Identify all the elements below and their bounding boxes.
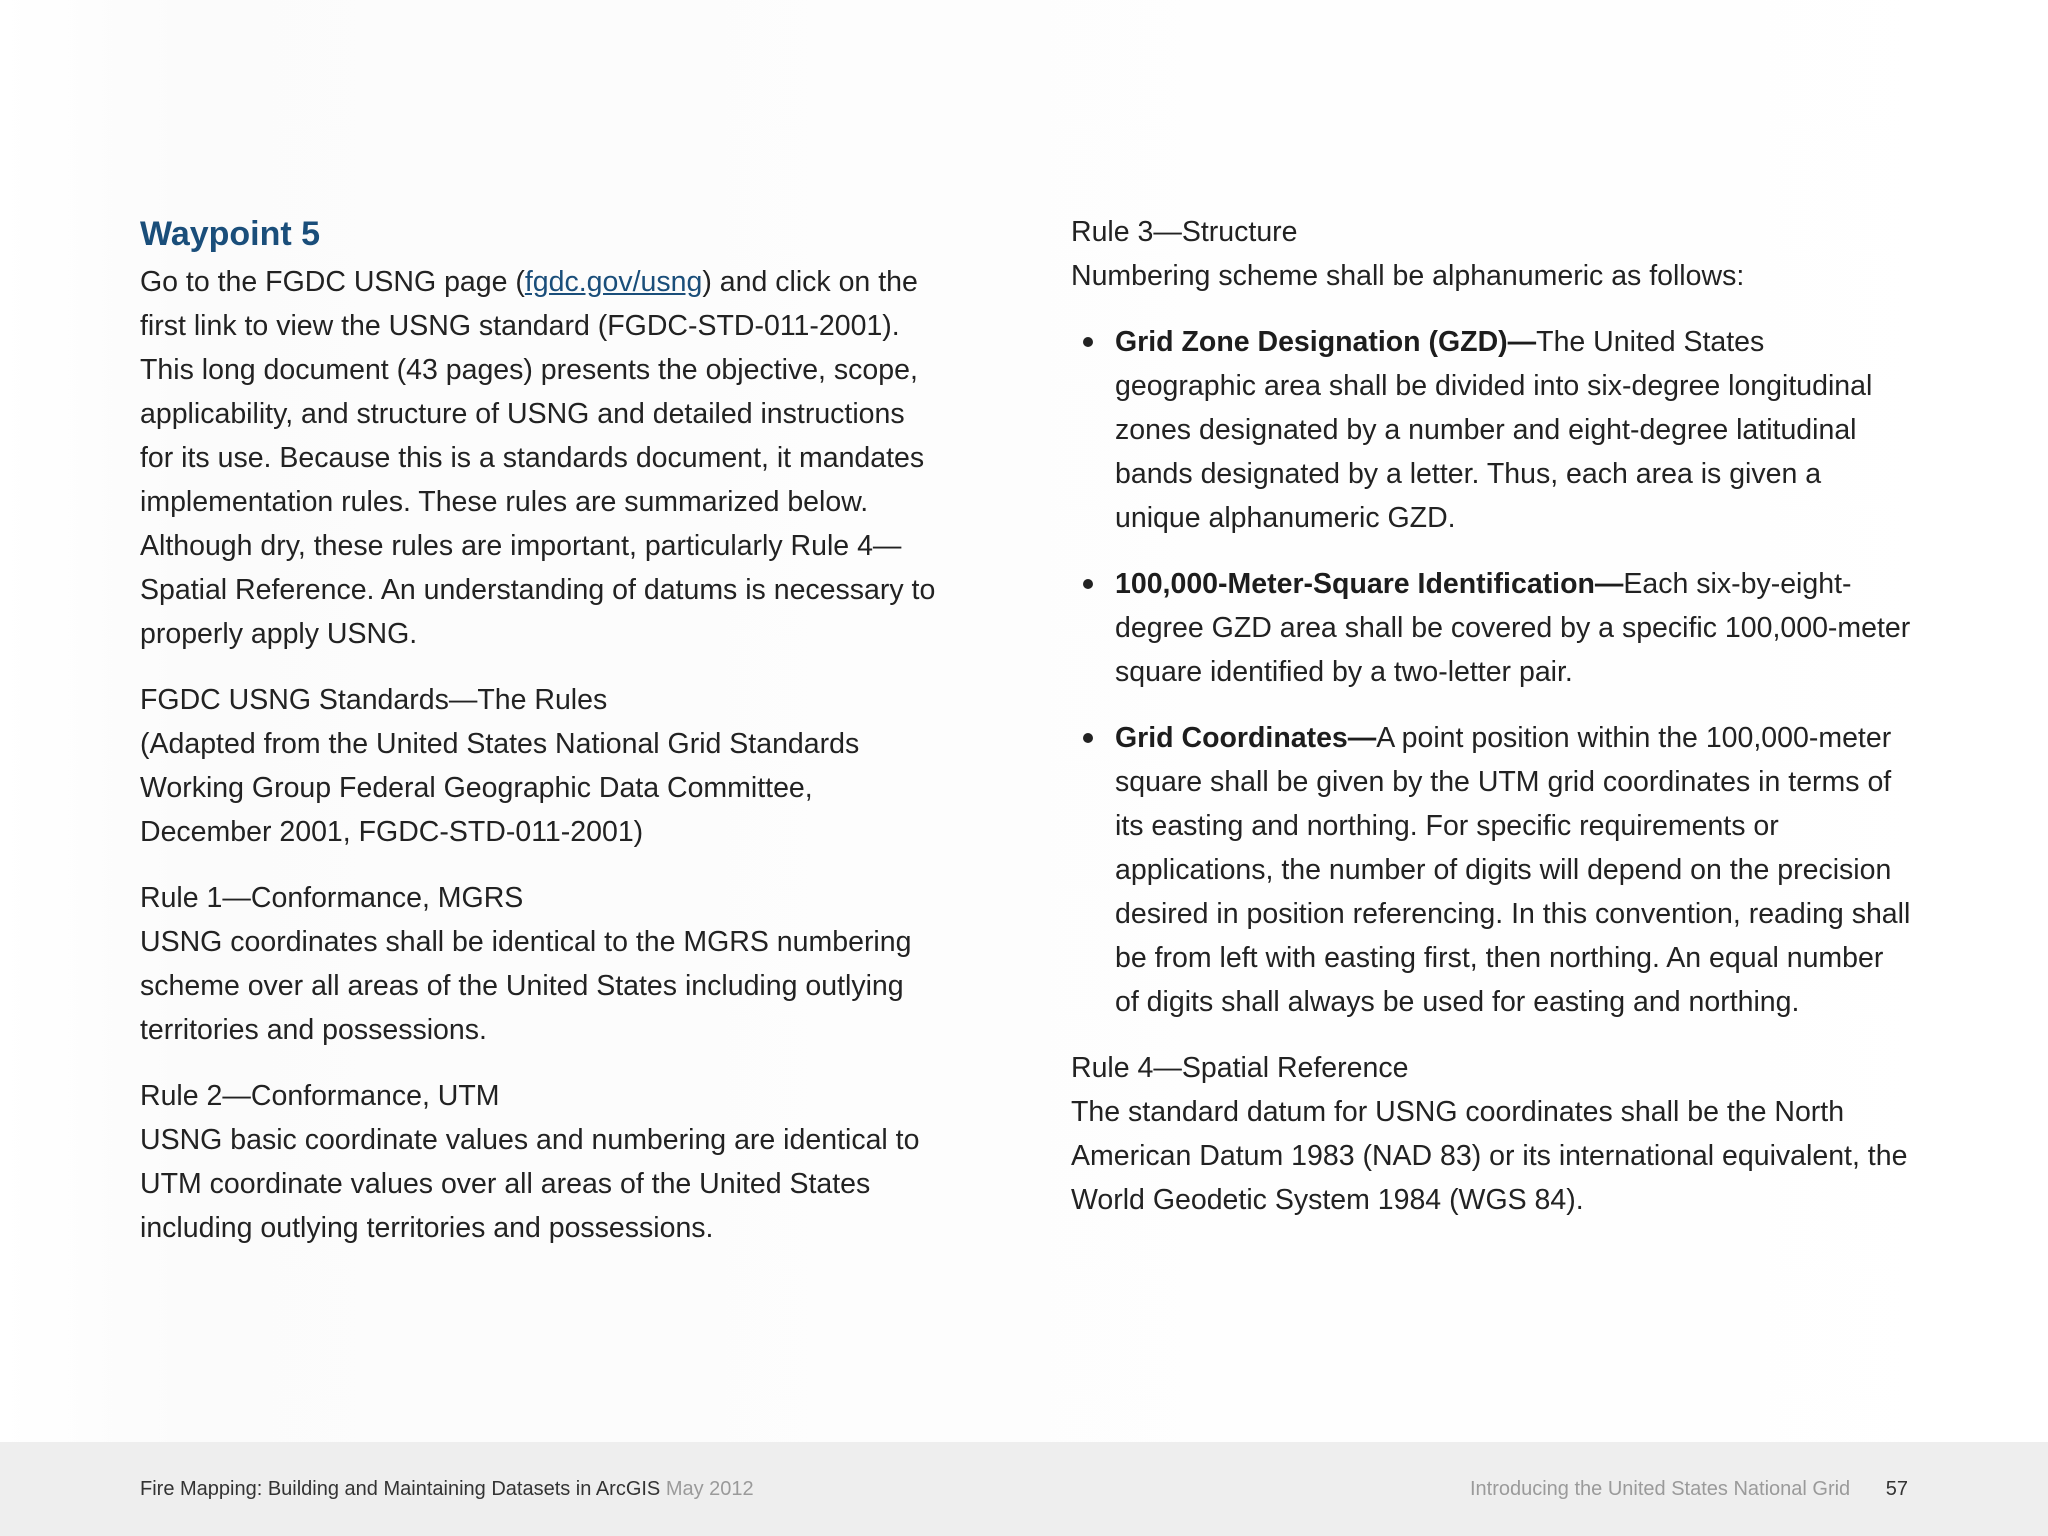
bullet-term: Grid Coordinates— — [1115, 722, 1377, 754]
rule2-text: USNG basic coordinate values and numbering are identical to UTM coordinate values over all areas of the United States including outlying territories and possessions. — [140, 1124, 920, 1244]
fgdc-usng-link[interactable]: fgdc.gov/usng — [524, 266, 703, 298]
page-footer — [0, 1442, 2048, 1536]
bullet-text: Each six-by-eight-degree GZD area shall be covered by a specific 100,000-meter square identified by a two-letter pair. — [1115, 568, 1911, 688]
footer-date: May 2012 — [665, 1478, 754, 1500]
footer-publication-title: Fire Mapping: Building and Maintaining Datasets in ArcGIS — [140, 1478, 661, 1500]
left-column — [140, 210, 940, 1272]
standards-block — [140, 678, 940, 854]
footer-section — [1470, 1478, 1908, 1501]
bullet-text: A point position within the 100,000-meter square shall be given by the UTM grid coordinates in terms of its easting and northing. For specific requirements or applications, the number of digits will depend on the precision desired in position referencing. In this convention, reading shall be from left with easting first, then northing. An equal number of digits shall always be used for easting and northing. — [1115, 722, 1911, 1018]
rule1-title: Rule 1—Conformance, MGRS — [140, 882, 524, 914]
rule3-title: Rule 3—Structure — [1071, 216, 1298, 248]
waypoint-heading: Waypoint 5 — [140, 215, 321, 253]
rule3-block — [1071, 210, 1911, 298]
bullet-gzd — [1071, 320, 1911, 540]
bullet-100k-square — [1071, 562, 1911, 694]
standards-source: (Adapted from the United States National Grid Standards Working Group Federal Geographic Data Committee, December 2001, FGDC-STD-011-2001) — [140, 728, 860, 848]
intro-before-link: Go to the FGDC USNG page ( — [140, 266, 525, 298]
bullet-dot-icon — [1083, 579, 1093, 589]
rule2-block — [140, 1074, 940, 1250]
bullet-dot-icon — [1083, 337, 1093, 347]
bullet-dot-icon — [1083, 733, 1093, 743]
intro-after-link: ) and click on the first link to view the USNG standard (FGDC-STD-011-2001). This long document (43 pages) presents the objective, scope, applicability, and structure of USNG and detailed instructions for its use. Because this is a standards document, it mandates implementation rules. These rules are summarized below. Although dry, these rules are important, particularly Rule 4—Spatial Reference. An understanding of datums is necessary to properly apply USNG. — [140, 266, 936, 650]
bullet-term: Grid Zone Designation (GZD)— — [1115, 326, 1537, 358]
rule1-text: USNG coordinates shall be identical to the MGRS numbering scheme over all areas of the United States including outlying territories and possessions. — [140, 926, 912, 1046]
intro-paragraph — [140, 260, 940, 656]
bullet-grid-coordinates — [1071, 716, 1911, 1024]
footer-section-title: Introducing the United States National Grid — [1469, 1478, 1851, 1500]
rule4-title: Rule 4—Spatial Reference — [1071, 1052, 1409, 1084]
rule2-title: Rule 2—Conformance, UTM — [140, 1080, 500, 1112]
rule1-block — [140, 876, 940, 1052]
rule3-text: Numbering scheme shall be alphanumeric as follows: — [1071, 260, 1745, 292]
rule4-text: The standard datum for USNG coordinates shall be the North American Datum 1983 (NAD 83) or its international equivalent, the World Geodetic System 1984 (WGS 84). — [1071, 1096, 1908, 1216]
rule3-bullet-list — [1071, 320, 1911, 1024]
page-number: 57 — [1885, 1478, 1908, 1500]
footer-publication — [140, 1478, 754, 1501]
right-column — [1071, 210, 1911, 1222]
standards-title: FGDC USNG Standards—The Rules — [140, 684, 608, 716]
bullet-text: The United States geographic area shall be divided into six-degree longitudinal zones designated by a number and eight-degree latitudinal bands designated by a letter. Thus, each area is given a unique alphanumeric GZD. — [1115, 326, 1873, 534]
bullet-term: 100,000-Meter-Square Identification— — [1115, 568, 1624, 600]
rule4-block — [1071, 1046, 1911, 1222]
